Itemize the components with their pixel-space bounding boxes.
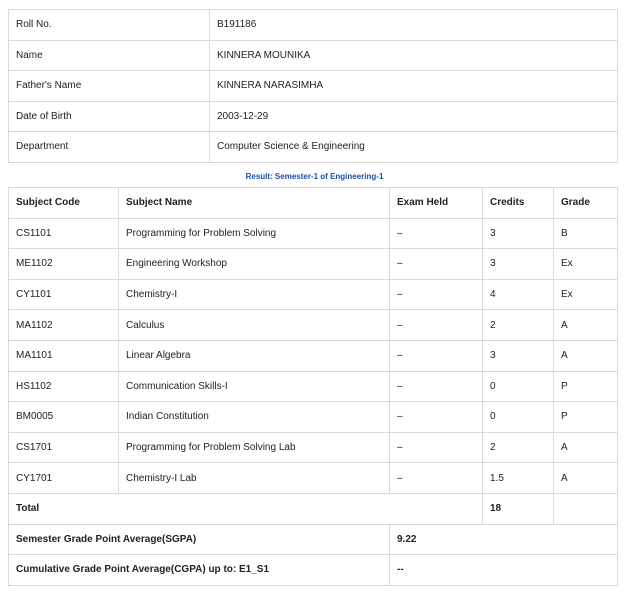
total-label: Total xyxy=(9,493,483,524)
grade: Ex xyxy=(554,249,618,280)
table-row xyxy=(9,463,618,494)
credits: 0 xyxy=(483,402,554,433)
grade: A xyxy=(554,463,618,494)
info-row-dob xyxy=(9,101,618,132)
exam-held: – xyxy=(390,310,483,341)
credits: 4 xyxy=(483,279,554,310)
exam-held: – xyxy=(390,249,483,280)
grade: P xyxy=(554,402,618,433)
header-grade: Grade xyxy=(554,188,618,219)
credits: 3 xyxy=(483,218,554,249)
grade: B xyxy=(554,218,618,249)
result-header-row xyxy=(9,188,618,219)
sgpa-label: Semester Grade Point Average(SGPA) xyxy=(9,524,390,555)
exam-held: – xyxy=(390,340,483,371)
credits: 3 xyxy=(483,249,554,280)
info-value: KINNERA MOUNIKA xyxy=(210,40,618,71)
subject-name: Programming for Problem Solving Lab xyxy=(119,432,390,463)
subject-code: CY1701 xyxy=(9,463,119,494)
subject-code: CY1101 xyxy=(9,279,119,310)
info-row-department xyxy=(9,132,618,163)
grade: P xyxy=(554,371,618,402)
exam-held: – xyxy=(390,432,483,463)
grade: Ex xyxy=(554,279,618,310)
subject-name: Engineering Workshop xyxy=(119,249,390,280)
result-table xyxy=(8,187,618,586)
credits: 1.5 xyxy=(483,463,554,494)
subject-code: ME1102 xyxy=(9,249,119,280)
subject-code: MA1102 xyxy=(9,310,119,341)
credits: 0 xyxy=(483,371,554,402)
info-label: Father's Name xyxy=(9,71,210,102)
cgpa-row xyxy=(9,555,618,586)
subject-name: Chemistry-I xyxy=(119,279,390,310)
credits: 2 xyxy=(483,432,554,463)
subject-name: Communication Skills-I xyxy=(119,371,390,402)
info-row-roll-no xyxy=(9,10,618,41)
subject-code: CS1701 xyxy=(9,432,119,463)
subject-code: CS1101 xyxy=(9,218,119,249)
subject-code: MA1101 xyxy=(9,340,119,371)
header-subject-name: Subject Name xyxy=(119,188,390,219)
sgpa-value: 9.22 xyxy=(390,524,618,555)
subject-code: BM0005 xyxy=(9,402,119,433)
credits: 2 xyxy=(483,310,554,341)
exam-held: – xyxy=(390,402,483,433)
info-label: Date of Birth xyxy=(9,101,210,132)
table-row xyxy=(9,310,618,341)
table-row xyxy=(9,402,618,433)
info-value: 2003-12-29 xyxy=(210,101,618,132)
info-label: Roll No. xyxy=(9,10,210,41)
info-row-name xyxy=(9,40,618,71)
info-label: Name xyxy=(9,40,210,71)
table-row xyxy=(9,371,618,402)
header-subject-code: Subject Code xyxy=(9,188,119,219)
table-row xyxy=(9,432,618,463)
grade: A xyxy=(554,432,618,463)
table-row xyxy=(9,218,618,249)
subject-name: Calculus xyxy=(119,310,390,341)
exam-held: – xyxy=(390,218,483,249)
subject-name: Chemistry-I Lab xyxy=(119,463,390,494)
exam-held: – xyxy=(390,463,483,494)
info-label: Department xyxy=(9,132,210,163)
total-grade-empty xyxy=(554,493,618,524)
student-info-table xyxy=(8,9,618,163)
info-value: KINNERA NARASIMHA xyxy=(210,71,618,102)
info-value: Computer Science & Engineering xyxy=(210,132,618,163)
table-row xyxy=(9,249,618,280)
cgpa-label: Cumulative Grade Point Average(CGPA) up to: E1_S1 xyxy=(9,555,390,586)
grade: A xyxy=(554,340,618,371)
subject-name: Programming for Problem Solving xyxy=(119,218,390,249)
grade: A xyxy=(554,310,618,341)
table-row xyxy=(9,279,618,310)
table-row xyxy=(9,340,618,371)
subject-name: Linear Algebra xyxy=(119,340,390,371)
sgpa-row xyxy=(9,524,618,555)
exam-held: – xyxy=(390,279,483,310)
info-value: B191186 xyxy=(210,10,618,41)
header-exam-held: Exam Held xyxy=(390,188,483,219)
exam-held: – xyxy=(390,371,483,402)
credits: 3 xyxy=(483,340,554,371)
total-row xyxy=(9,493,618,524)
header-credits: Credits xyxy=(483,188,554,219)
subject-name: Indian Constitution xyxy=(119,402,390,433)
subject-code: HS1102 xyxy=(9,371,119,402)
cgpa-value: -- xyxy=(390,555,618,586)
total-credits: 18 xyxy=(483,493,554,524)
result-title: Result: Semester-1 of Engineering-1 xyxy=(245,172,384,181)
info-row-father-name xyxy=(9,71,618,102)
